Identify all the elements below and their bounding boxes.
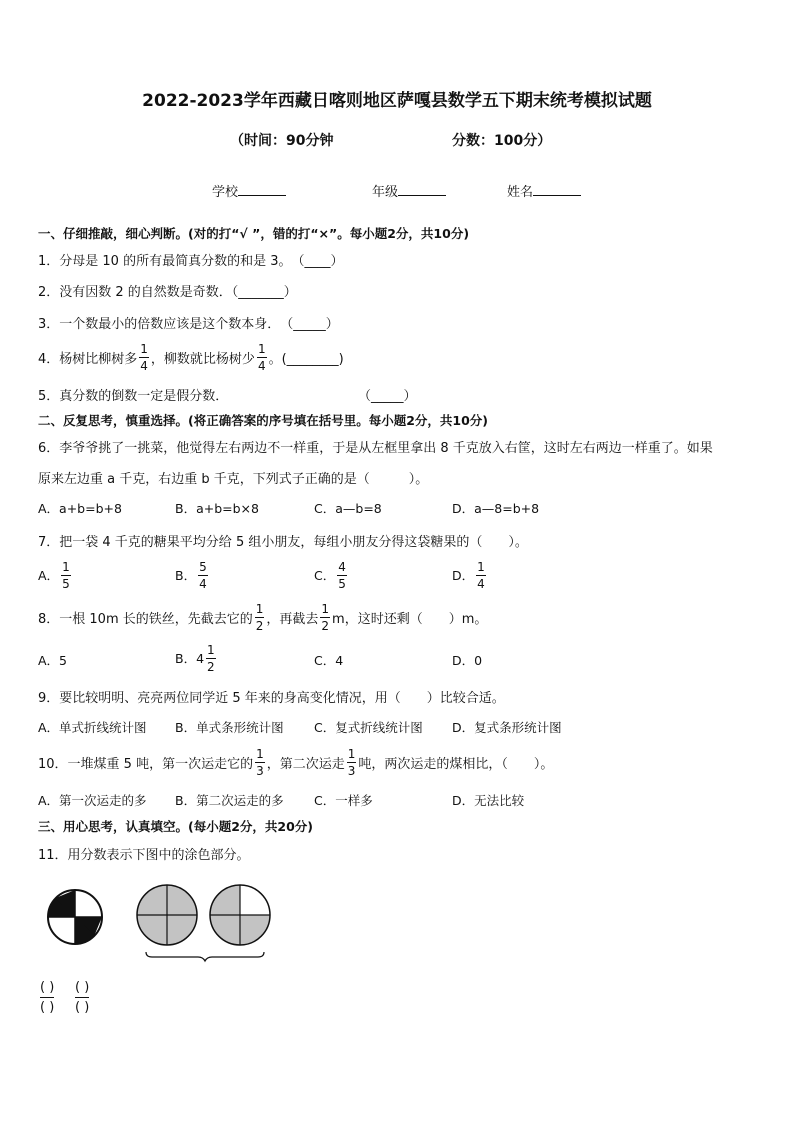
score-info: 分数：100分） (452, 133, 552, 149)
shaded-circles-figure (40, 880, 290, 965)
question-8: 8．一根 10m 长的铁丝，先截去它的 $\frac{1}{2}$ ，再截去 $\frac{1}{2}$ m，这时还剩（ ）m。 (38, 601, 488, 633)
q7-option-a: A． $\frac{1}{5}$ (38, 559, 70, 591)
circle-3 (210, 885, 270, 945)
q8-option-c: C．4 (314, 653, 344, 668)
question-5-answer: （_____） (358, 389, 417, 404)
brace (146, 952, 264, 961)
q8-option-d: D．0 (452, 653, 483, 668)
q9-option-b: B．单式条形统计图 (175, 720, 284, 735)
q6-option-d: D．a—8=b+8 (452, 501, 540, 516)
section-2-heading: 二、反复思考，慎重选择。(将正确答案的序号填在括号里。每小题2分，共10分) (38, 413, 489, 428)
q8-option-a: A．5 (38, 653, 68, 668)
q9-option-c: C．复式折线统计图 (314, 720, 423, 735)
question-4: 4．杨树比柳树多 $\frac{1}{4}$ ，柳数就比杨树少 $\frac{1}{4}$ 。(________) (38, 341, 344, 373)
school-field[interactable]: 学校 (212, 181, 286, 200)
q10-option-d: D．无法比较 (452, 793, 525, 808)
question-3: 3．一个数最小的倍数应该是这个数本身． （_____） (38, 317, 339, 332)
circle-2 (137, 885, 197, 945)
q8-option-b: B．4 $\frac{1}{2}$ (175, 642, 215, 674)
answer-fraction-1[interactable]: ( ) ( ) (40, 980, 55, 1015)
circle-1 (48, 890, 102, 944)
question-11: 11．用分数表示下图中的涂色部分。 (38, 848, 250, 863)
q9-option-a: A．单式折线统计图 (38, 720, 147, 735)
q6-option-c: C．a—b=8 (314, 501, 382, 516)
q6-option-a: A．a+b=b+8 (38, 501, 122, 516)
q7-option-b: B． $\frac{5}{4}$ (175, 559, 207, 591)
question-5: 5．真分数的倒数一定是假分数． (38, 389, 229, 404)
q7-option-d: D． $\frac{1}{4}$ (452, 559, 485, 591)
question-2: 2．没有因数 2 的自然数是奇数．（_______） (38, 285, 297, 300)
q6-option-b: B．a+b=b×8 (175, 501, 259, 516)
question-6-line1: 6．李爷爷挑了一挑菜，他觉得左右两边不一样重，于是从左框里拿出 8 千克放入右筐，这时左右两边一样重了。如果 (38, 441, 713, 456)
name-field[interactable]: 姓名 (507, 181, 581, 200)
q10-option-b: B．第二次运走的多 (175, 793, 284, 808)
fraction: $\frac{1}{4}$ (140, 341, 148, 373)
question-7: 7．把一袋 4 千克的糖果平均分给 5 组小朋友，每组小朋友分得这袋糖果的（ ）。 (38, 535, 528, 550)
q9-option-d: D．复式条形统计图 (452, 720, 562, 735)
section-1-heading: 一、仔细推敲，细心判断。(对的打“√ ”，错的打“×”。每小题2分，共10分) (38, 226, 470, 241)
grade-field[interactable]: 年级 (372, 181, 446, 200)
answer-fraction-2[interactable]: ( ) ( ) (75, 980, 90, 1015)
question-1: 1．分母是 10 的所有最简真分数的和是 3。 （____） (38, 254, 344, 269)
time-info: （时间：90分钟 (230, 133, 334, 149)
q10-option-a: A．第一次运走的多 (38, 793, 147, 808)
exam-title: 2022-2023学年西藏日喀则地区萨嘎县数学五下期末统考模拟试题 (142, 91, 652, 111)
q7-option-c: C． $\frac{4}{5}$ (314, 559, 346, 591)
q10-option-c: C．一样多 (314, 793, 373, 808)
question-9: 9．要比较明明、亮亮两位同学近 5 年来的身高变化情况，用（ ）比较合适。 (38, 691, 505, 706)
question-6-line2: 原来左边重 a 千克，右边重 b 千克，下列式子正确的是（ ）。 (38, 472, 429, 487)
question-10: 10．一堆煤重 5 吨，第一次运走它的 $\frac{1}{3}$ ，第二次运走 $\frac{1}{3}$ 吨，两次运走的煤相比，（ ）。 (38, 746, 554, 778)
section-3-heading: 三、用心思考，认真填空。(每小题2分，共20分) (38, 819, 314, 834)
fraction: $\frac{1}{4}$ (257, 341, 266, 373)
